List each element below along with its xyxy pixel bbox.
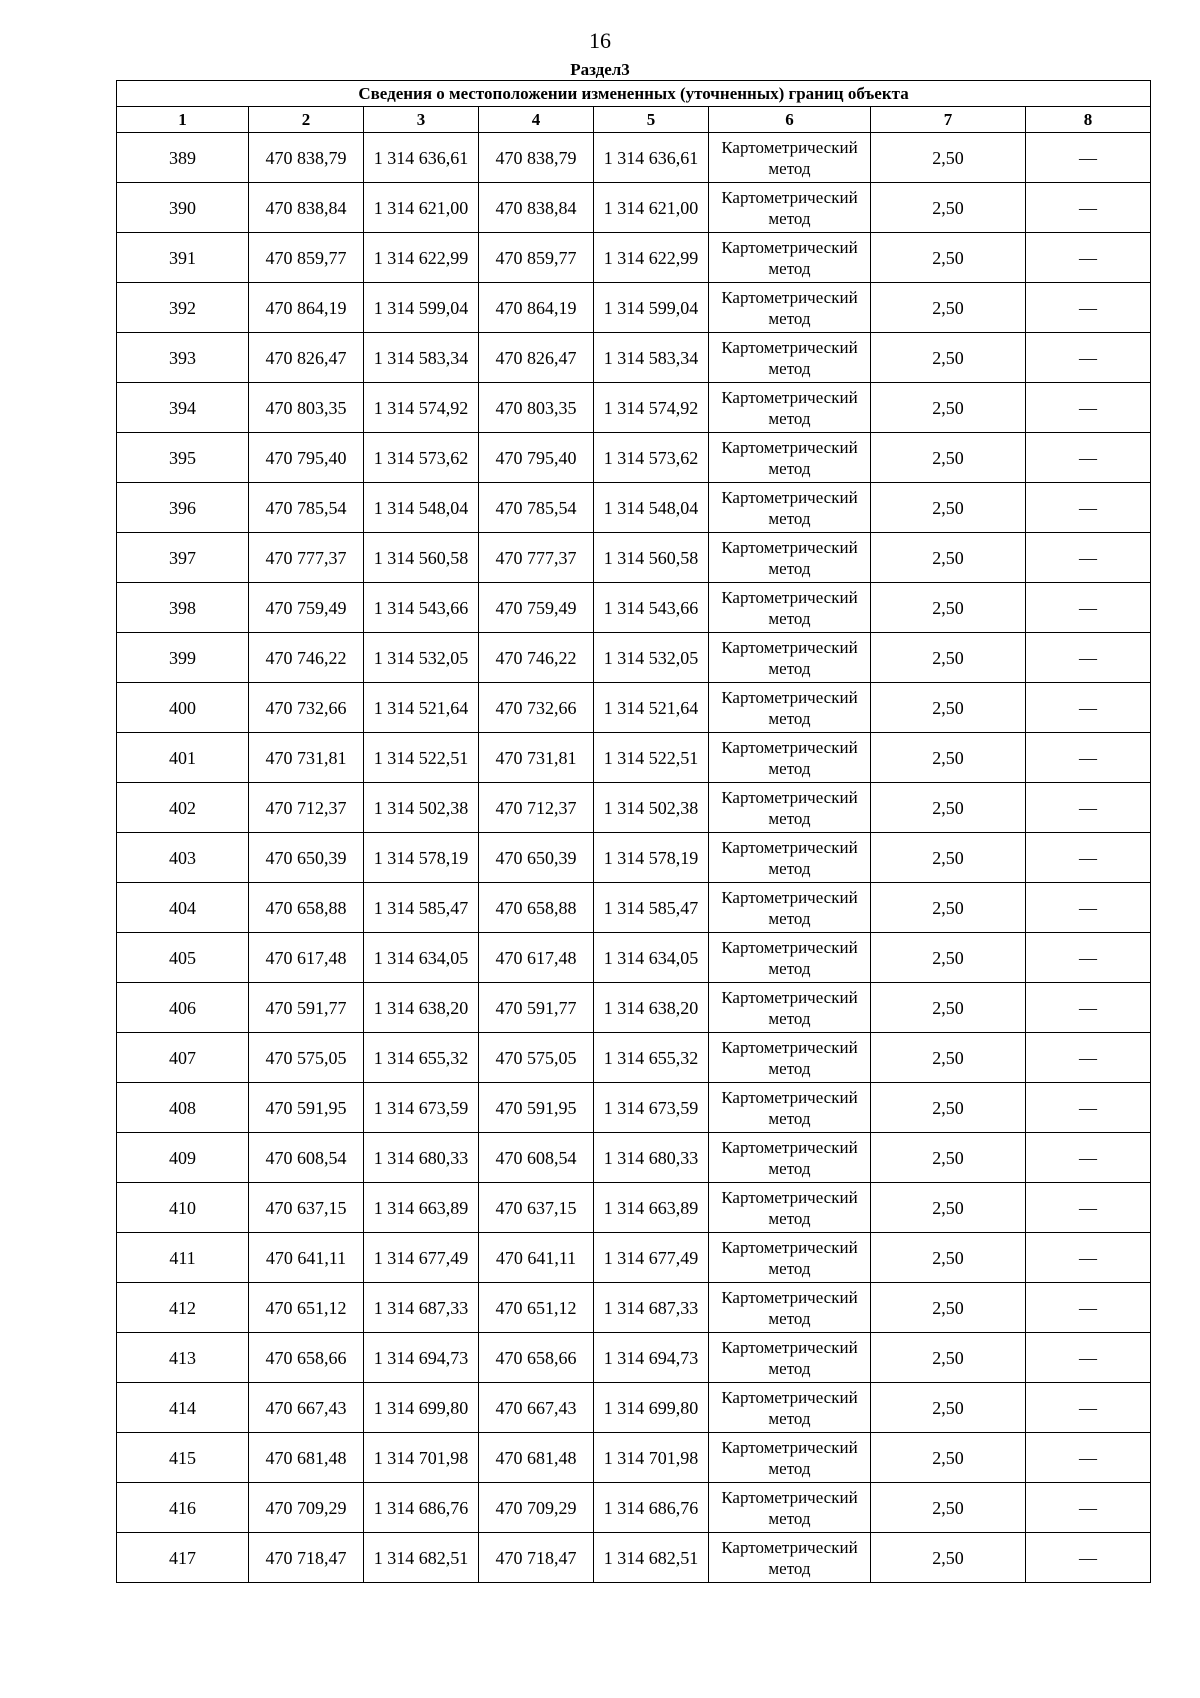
note-cell: — xyxy=(1026,1133,1151,1183)
accuracy-cell: 2,50 xyxy=(871,1083,1026,1133)
y-coordinate-cell: 1 314 682,51 xyxy=(364,1533,479,1583)
method-cell: Картометрический метод xyxy=(709,1183,871,1233)
x-coordinate-cell: 470 803,35 xyxy=(479,383,594,433)
method-cell: Картометрический метод xyxy=(709,1383,871,1433)
note-cell: — xyxy=(1026,1333,1151,1383)
note-cell: — xyxy=(1026,733,1151,783)
x-coordinate-cell: 470 608,54 xyxy=(479,1133,594,1183)
y-coordinate-cell: 1 314 560,58 xyxy=(594,533,709,583)
x-coordinate-cell: 470 838,79 xyxy=(249,133,364,183)
x-coordinate-cell: 470 658,66 xyxy=(249,1333,364,1383)
x-coordinate-cell: 470 637,15 xyxy=(249,1183,364,1233)
table-row xyxy=(117,1133,1151,1183)
method-cell: Картометрический метод xyxy=(709,583,871,633)
column-number: 3 xyxy=(364,107,479,133)
point-number-cell: 400 xyxy=(117,683,249,733)
x-coordinate-cell: 470 681,48 xyxy=(249,1433,364,1483)
point-number-cell: 409 xyxy=(117,1133,249,1183)
table-row xyxy=(117,883,1151,933)
y-coordinate-cell: 1 314 532,05 xyxy=(594,633,709,683)
x-coordinate-cell: 470 617,48 xyxy=(249,933,364,983)
note-cell: — xyxy=(1026,583,1151,633)
x-coordinate-cell: 470 731,81 xyxy=(479,733,594,783)
note-cell: — xyxy=(1026,1083,1151,1133)
table-row xyxy=(117,1283,1151,1333)
y-coordinate-cell: 1 314 521,64 xyxy=(594,683,709,733)
x-coordinate-cell: 470 681,48 xyxy=(479,1433,594,1483)
table-body xyxy=(117,133,1151,1583)
y-coordinate-cell: 1 314 573,62 xyxy=(594,433,709,483)
point-number-cell: 398 xyxy=(117,583,249,633)
method-cell: Картометрический метод xyxy=(709,983,871,1033)
point-number-cell: 402 xyxy=(117,783,249,833)
note-cell: — xyxy=(1026,1483,1151,1533)
x-coordinate-cell: 470 591,77 xyxy=(479,983,594,1033)
y-coordinate-cell: 1 314 694,73 xyxy=(594,1333,709,1383)
section-label: Раздел3 xyxy=(570,60,630,79)
y-coordinate-cell: 1 314 701,98 xyxy=(594,1433,709,1483)
note-cell: — xyxy=(1026,533,1151,583)
y-coordinate-cell: 1 314 583,34 xyxy=(364,333,479,383)
table-row xyxy=(117,433,1151,483)
x-coordinate-cell: 470 777,37 xyxy=(479,533,594,583)
x-coordinate-cell: 470 667,43 xyxy=(249,1383,364,1433)
method-cell: Картометрический метод xyxy=(709,1533,871,1583)
x-coordinate-cell: 470 608,54 xyxy=(249,1133,364,1183)
x-coordinate-cell: 470 732,66 xyxy=(479,683,594,733)
note-cell: — xyxy=(1026,433,1151,483)
accuracy-cell: 2,50 xyxy=(871,833,1026,883)
y-coordinate-cell: 1 314 686,76 xyxy=(364,1483,479,1533)
method-cell: Картометрический метод xyxy=(709,1283,871,1333)
x-coordinate-cell: 470 826,47 xyxy=(479,333,594,383)
table-row xyxy=(117,133,1151,183)
point-number-cell: 417 xyxy=(117,1533,249,1583)
table-row xyxy=(117,233,1151,283)
y-coordinate-cell: 1 314 578,19 xyxy=(594,833,709,883)
table-row xyxy=(117,533,1151,583)
table-row xyxy=(117,833,1151,883)
x-coordinate-cell: 470 746,22 xyxy=(479,633,594,683)
table-row xyxy=(117,1183,1151,1233)
table-row xyxy=(117,1233,1151,1283)
y-coordinate-cell: 1 314 638,20 xyxy=(594,983,709,1033)
y-coordinate-cell: 1 314 680,33 xyxy=(594,1133,709,1183)
point-number-cell: 410 xyxy=(117,1183,249,1233)
point-number-cell: 392 xyxy=(117,283,249,333)
table-row xyxy=(117,483,1151,533)
accuracy-cell: 2,50 xyxy=(871,233,1026,283)
method-cell: Картометрический метод xyxy=(709,1483,871,1533)
note-cell: — xyxy=(1026,683,1151,733)
accuracy-cell: 2,50 xyxy=(871,1383,1026,1433)
table-row xyxy=(117,783,1151,833)
accuracy-cell: 2,50 xyxy=(871,183,1026,233)
method-cell: Картометрический метод xyxy=(709,133,871,183)
table-row xyxy=(117,1483,1151,1533)
table-row xyxy=(117,1333,1151,1383)
accuracy-cell: 2,50 xyxy=(871,483,1026,533)
accuracy-cell: 2,50 xyxy=(871,533,1026,583)
y-coordinate-cell: 1 314 622,99 xyxy=(364,233,479,283)
y-coordinate-cell: 1 314 677,49 xyxy=(594,1233,709,1283)
method-cell: Картометрический метод xyxy=(709,783,871,833)
y-coordinate-cell: 1 314 599,04 xyxy=(594,283,709,333)
y-coordinate-cell: 1 314 655,32 xyxy=(364,1033,479,1083)
accuracy-cell: 2,50 xyxy=(871,1033,1026,1083)
y-coordinate-cell: 1 314 532,05 xyxy=(364,633,479,683)
note-cell: — xyxy=(1026,283,1151,333)
table-row xyxy=(117,683,1151,733)
note-cell: — xyxy=(1026,1533,1151,1583)
note-cell: — xyxy=(1026,183,1151,233)
x-coordinate-cell: 470 650,39 xyxy=(479,833,594,883)
y-coordinate-cell: 1 314 621,00 xyxy=(364,183,479,233)
method-cell: Картометрический метод xyxy=(709,933,871,983)
note-cell: — xyxy=(1026,383,1151,433)
point-number-cell: 393 xyxy=(117,333,249,383)
accuracy-cell: 2,50 xyxy=(871,933,1026,983)
x-coordinate-cell: 470 658,88 xyxy=(249,883,364,933)
y-coordinate-cell: 1 314 701,98 xyxy=(364,1433,479,1483)
point-number-cell: 415 xyxy=(117,1433,249,1483)
table-row xyxy=(117,183,1151,233)
y-coordinate-cell: 1 314 621,00 xyxy=(594,183,709,233)
y-coordinate-cell: 1 314 655,32 xyxy=(594,1033,709,1083)
method-cell: Картометрический метод xyxy=(709,1333,871,1383)
x-coordinate-cell: 470 658,66 xyxy=(479,1333,594,1383)
x-coordinate-cell: 470 651,12 xyxy=(249,1283,364,1333)
x-coordinate-cell: 470 826,47 xyxy=(249,333,364,383)
x-coordinate-cell: 470 575,05 xyxy=(479,1033,594,1083)
method-cell: Картометрический метод xyxy=(709,1133,871,1183)
note-cell: — xyxy=(1026,233,1151,283)
column-number: 2 xyxy=(249,107,364,133)
x-coordinate-cell: 470 591,77 xyxy=(249,983,364,1033)
x-coordinate-cell: 470 641,11 xyxy=(479,1233,594,1283)
column-number: 4 xyxy=(479,107,594,133)
x-coordinate-cell: 470 864,19 xyxy=(249,283,364,333)
accuracy-cell: 2,50 xyxy=(871,1533,1026,1583)
point-number-cell: 405 xyxy=(117,933,249,983)
accuracy-cell: 2,50 xyxy=(871,433,1026,483)
y-coordinate-cell: 1 314 673,59 xyxy=(364,1083,479,1133)
y-coordinate-cell: 1 314 522,51 xyxy=(594,733,709,783)
point-number-cell: 407 xyxy=(117,1033,249,1083)
x-coordinate-cell: 470 712,37 xyxy=(249,783,364,833)
point-number-cell: 397 xyxy=(117,533,249,583)
column-number: 5 xyxy=(594,107,709,133)
note-cell: — xyxy=(1026,1383,1151,1433)
y-coordinate-cell: 1 314 560,58 xyxy=(364,533,479,583)
x-coordinate-cell: 470 785,54 xyxy=(249,483,364,533)
y-coordinate-cell: 1 314 548,04 xyxy=(594,483,709,533)
table-row xyxy=(117,1433,1151,1483)
y-coordinate-cell: 1 314 622,99 xyxy=(594,233,709,283)
method-cell: Картометрический метод xyxy=(709,433,871,483)
y-coordinate-cell: 1 314 502,38 xyxy=(364,783,479,833)
accuracy-cell: 2,50 xyxy=(871,783,1026,833)
table-row xyxy=(117,583,1151,633)
x-coordinate-cell: 470 637,15 xyxy=(479,1183,594,1233)
y-coordinate-cell: 1 314 682,51 xyxy=(594,1533,709,1583)
y-coordinate-cell: 1 314 585,47 xyxy=(594,883,709,933)
method-cell: Картометрический метод xyxy=(709,283,871,333)
column-number: 6 xyxy=(709,107,871,133)
point-number-cell: 406 xyxy=(117,983,249,1033)
y-coordinate-cell: 1 314 634,05 xyxy=(594,933,709,983)
coordinates-table xyxy=(116,80,1151,1583)
x-coordinate-cell: 470 591,95 xyxy=(249,1083,364,1133)
y-coordinate-cell: 1 314 663,89 xyxy=(594,1183,709,1233)
table-row xyxy=(117,1383,1151,1433)
page-number: 16 xyxy=(589,28,611,53)
x-coordinate-cell: 470 759,49 xyxy=(249,583,364,633)
y-coordinate-cell: 1 314 543,66 xyxy=(364,583,479,633)
point-number-cell: 396 xyxy=(117,483,249,533)
y-coordinate-cell: 1 314 699,80 xyxy=(594,1383,709,1433)
point-number-cell: 411 xyxy=(117,1233,249,1283)
y-coordinate-cell: 1 314 687,33 xyxy=(594,1283,709,1333)
table-row xyxy=(117,383,1151,433)
point-number-cell: 394 xyxy=(117,383,249,433)
y-coordinate-cell: 1 314 522,51 xyxy=(364,733,479,783)
x-coordinate-cell: 470 591,95 xyxy=(479,1083,594,1133)
accuracy-cell: 2,50 xyxy=(871,383,1026,433)
column-number: 8 xyxy=(1026,107,1151,133)
note-cell: — xyxy=(1026,783,1151,833)
column-number-row xyxy=(117,107,1151,133)
note-cell: — xyxy=(1026,1283,1151,1333)
x-coordinate-cell: 470 838,84 xyxy=(249,183,364,233)
table-row xyxy=(117,983,1151,1033)
x-coordinate-cell: 470 617,48 xyxy=(479,933,594,983)
note-cell: — xyxy=(1026,933,1151,983)
note-cell: — xyxy=(1026,1033,1151,1083)
y-coordinate-cell: 1 314 663,89 xyxy=(364,1183,479,1233)
method-cell: Картометрический метод xyxy=(709,533,871,583)
method-cell: Картометрический метод xyxy=(709,633,871,683)
table-row xyxy=(117,633,1151,683)
y-coordinate-cell: 1 314 680,33 xyxy=(364,1133,479,1183)
point-number-cell: 412 xyxy=(117,1283,249,1333)
method-cell: Картометрический метод xyxy=(709,883,871,933)
table-title: Сведения о местоположении измененных (уточненных) границ объекта xyxy=(117,81,1151,107)
y-coordinate-cell: 1 314 578,19 xyxy=(364,833,479,883)
table-row xyxy=(117,333,1151,383)
accuracy-cell: 2,50 xyxy=(871,333,1026,383)
note-cell: — xyxy=(1026,1183,1151,1233)
y-coordinate-cell: 1 314 677,49 xyxy=(364,1233,479,1283)
point-number-cell: 416 xyxy=(117,1483,249,1533)
method-cell: Картометрический метод xyxy=(709,1433,871,1483)
y-coordinate-cell: 1 314 573,62 xyxy=(364,433,479,483)
accuracy-cell: 2,50 xyxy=(871,1133,1026,1183)
x-coordinate-cell: 470 709,29 xyxy=(249,1483,364,1533)
point-number-cell: 391 xyxy=(117,233,249,283)
table-row xyxy=(117,1033,1151,1083)
accuracy-cell: 2,50 xyxy=(871,1183,1026,1233)
method-cell: Картометрический метод xyxy=(709,183,871,233)
x-coordinate-cell: 470 718,47 xyxy=(249,1533,364,1583)
x-coordinate-cell: 470 709,29 xyxy=(479,1483,594,1533)
table-row xyxy=(117,1533,1151,1583)
note-cell: — xyxy=(1026,1233,1151,1283)
x-coordinate-cell: 470 641,11 xyxy=(249,1233,364,1283)
table-row xyxy=(117,1083,1151,1133)
y-coordinate-cell: 1 314 686,76 xyxy=(594,1483,709,1533)
method-cell: Картометрический метод xyxy=(709,683,871,733)
accuracy-cell: 2,50 xyxy=(871,1233,1026,1283)
y-coordinate-cell: 1 314 502,38 xyxy=(594,783,709,833)
note-cell: — xyxy=(1026,483,1151,533)
column-number: 7 xyxy=(871,107,1026,133)
y-coordinate-cell: 1 314 636,61 xyxy=(364,133,479,183)
y-coordinate-cell: 1 314 673,59 xyxy=(594,1083,709,1133)
note-cell: — xyxy=(1026,633,1151,683)
x-coordinate-cell: 470 732,66 xyxy=(249,683,364,733)
accuracy-cell: 2,50 xyxy=(871,1283,1026,1333)
point-number-cell: 390 xyxy=(117,183,249,233)
point-number-cell: 389 xyxy=(117,133,249,183)
point-number-cell: 413 xyxy=(117,1333,249,1383)
accuracy-cell: 2,50 xyxy=(871,633,1026,683)
method-cell: Картометрический метод xyxy=(709,233,871,283)
note-cell: — xyxy=(1026,883,1151,933)
accuracy-cell: 2,50 xyxy=(871,1483,1026,1533)
x-coordinate-cell: 470 575,05 xyxy=(249,1033,364,1083)
y-coordinate-cell: 1 314 634,05 xyxy=(364,933,479,983)
table-row xyxy=(117,733,1151,783)
x-coordinate-cell: 470 718,47 xyxy=(479,1533,594,1583)
note-cell: — xyxy=(1026,983,1151,1033)
method-cell: Картометрический метод xyxy=(709,1033,871,1083)
method-cell: Картометрический метод xyxy=(709,483,871,533)
x-coordinate-cell: 470 759,49 xyxy=(479,583,594,633)
x-coordinate-cell: 470 785,54 xyxy=(479,483,594,533)
note-cell: — xyxy=(1026,333,1151,383)
y-coordinate-cell: 1 314 548,04 xyxy=(364,483,479,533)
method-cell: Картометрический метод xyxy=(709,1083,871,1133)
y-coordinate-cell: 1 314 638,20 xyxy=(364,983,479,1033)
x-coordinate-cell: 470 859,77 xyxy=(249,233,364,283)
y-coordinate-cell: 1 314 543,66 xyxy=(594,583,709,633)
method-cell: Картометрический метод xyxy=(709,383,871,433)
point-number-cell: 395 xyxy=(117,433,249,483)
x-coordinate-cell: 470 651,12 xyxy=(479,1283,594,1333)
method-cell: Картометрический метод xyxy=(709,733,871,783)
table-row xyxy=(117,933,1151,983)
y-coordinate-cell: 1 314 694,73 xyxy=(364,1333,479,1383)
y-coordinate-cell: 1 314 583,34 xyxy=(594,333,709,383)
y-coordinate-cell: 1 314 574,92 xyxy=(364,383,479,433)
accuracy-cell: 2,50 xyxy=(871,683,1026,733)
y-coordinate-cell: 1 314 574,92 xyxy=(594,383,709,433)
method-cell: Картометрический метод xyxy=(709,333,871,383)
point-number-cell: 399 xyxy=(117,633,249,683)
x-coordinate-cell: 470 795,40 xyxy=(479,433,594,483)
y-coordinate-cell: 1 314 599,04 xyxy=(364,283,479,333)
x-coordinate-cell: 470 667,43 xyxy=(479,1383,594,1433)
point-number-cell: 414 xyxy=(117,1383,249,1433)
x-coordinate-cell: 470 746,22 xyxy=(249,633,364,683)
accuracy-cell: 2,50 xyxy=(871,283,1026,333)
y-coordinate-cell: 1 314 585,47 xyxy=(364,883,479,933)
y-coordinate-cell: 1 314 687,33 xyxy=(364,1283,479,1333)
accuracy-cell: 2,50 xyxy=(871,883,1026,933)
point-number-cell: 403 xyxy=(117,833,249,883)
x-coordinate-cell: 470 712,37 xyxy=(479,783,594,833)
y-coordinate-cell: 1 314 636,61 xyxy=(594,133,709,183)
method-cell: Картометрический метод xyxy=(709,1233,871,1283)
note-cell: — xyxy=(1026,833,1151,883)
x-coordinate-cell: 470 838,84 xyxy=(479,183,594,233)
note-cell: — xyxy=(1026,133,1151,183)
x-coordinate-cell: 470 777,37 xyxy=(249,533,364,583)
x-coordinate-cell: 470 731,81 xyxy=(249,733,364,783)
accuracy-cell: 2,50 xyxy=(871,733,1026,783)
table-row xyxy=(117,283,1151,333)
note-cell: — xyxy=(1026,1433,1151,1483)
x-coordinate-cell: 470 658,88 xyxy=(479,883,594,933)
x-coordinate-cell: 470 650,39 xyxy=(249,833,364,883)
x-coordinate-cell: 470 864,19 xyxy=(479,283,594,333)
point-number-cell: 404 xyxy=(117,883,249,933)
column-number: 1 xyxy=(117,107,249,133)
accuracy-cell: 2,50 xyxy=(871,1433,1026,1483)
point-number-cell: 408 xyxy=(117,1083,249,1133)
point-number-cell: 401 xyxy=(117,733,249,783)
accuracy-cell: 2,50 xyxy=(871,1333,1026,1383)
x-coordinate-cell: 470 795,40 xyxy=(249,433,364,483)
accuracy-cell: 2,50 xyxy=(871,583,1026,633)
x-coordinate-cell: 470 803,35 xyxy=(249,383,364,433)
accuracy-cell: 2,50 xyxy=(871,133,1026,183)
y-coordinate-cell: 1 314 521,64 xyxy=(364,683,479,733)
method-cell: Картометрический метод xyxy=(709,833,871,883)
x-coordinate-cell: 470 838,79 xyxy=(479,133,594,183)
x-coordinate-cell: 470 859,77 xyxy=(479,233,594,283)
y-coordinate-cell: 1 314 699,80 xyxy=(364,1383,479,1433)
accuracy-cell: 2,50 xyxy=(871,983,1026,1033)
